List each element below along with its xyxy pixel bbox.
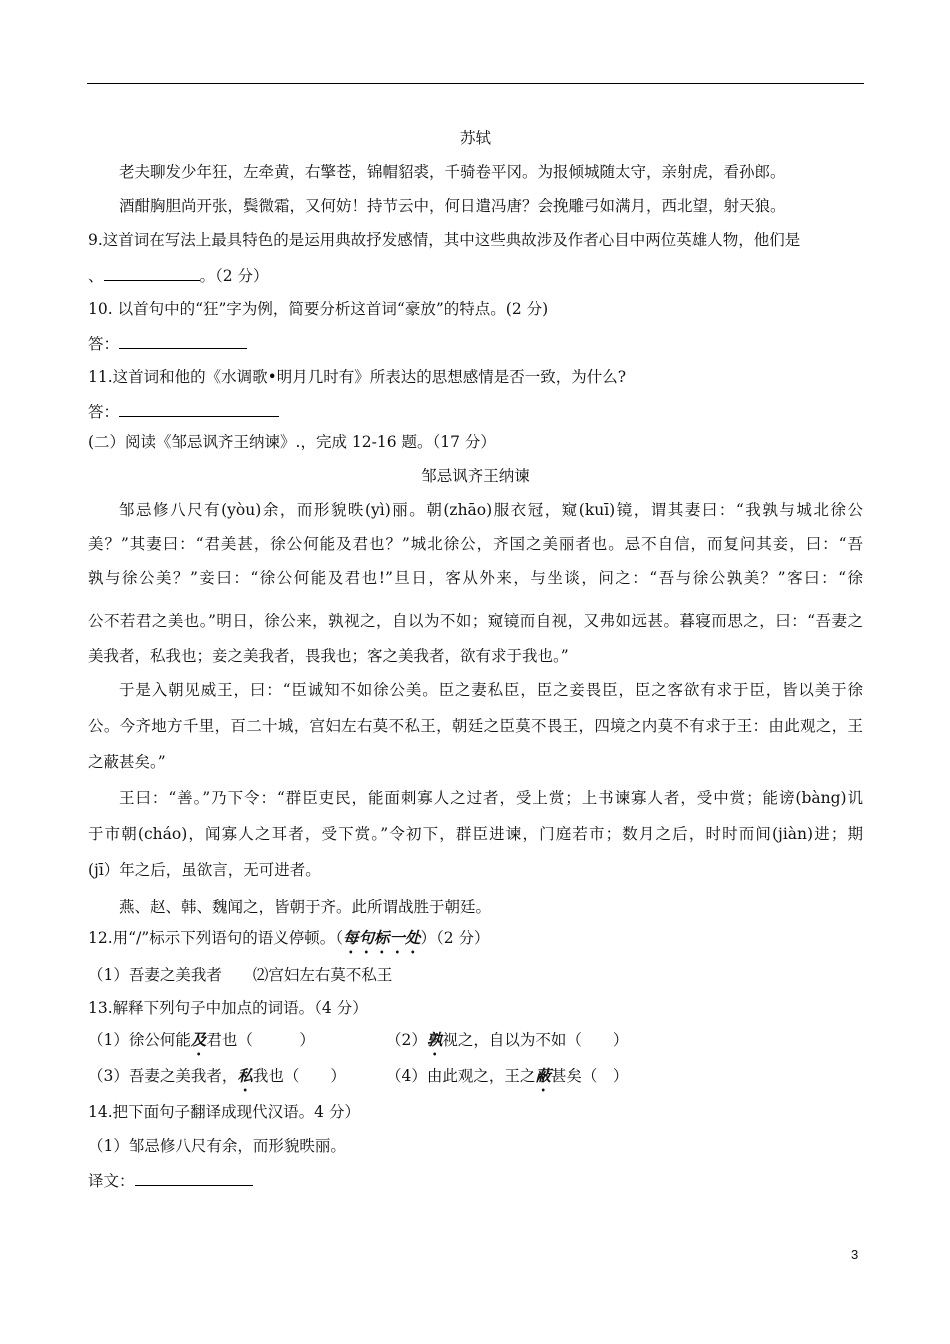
passage-line: 公不若君之美也。”明日，徐公来，孰视之，自以为不如；窥镜而自视，又弗如远甚。暮寝而思之，曰：“吾妻之 xyxy=(88,612,863,630)
q9-suffix: 。（2 分） xyxy=(199,267,269,285)
question-14-item-1: （1）邹忌修八尺有余，而形貌昳丽。 xyxy=(88,1137,346,1155)
answer-label: 译文： xyxy=(88,1172,135,1190)
header-rule xyxy=(87,83,864,84)
question-10-answer xyxy=(88,333,863,354)
q13-item-text: 君也（ ） xyxy=(206,1031,315,1049)
q13-dotted-word: 孰 xyxy=(426,1030,443,1049)
question-11-answer xyxy=(88,401,863,422)
poem-line-2: 酒酣胸胆尚开张，鬓微霜，又何妨！持节云中，何日遣冯唐？会挽雕弓如满月，西北望，射天狼。 xyxy=(119,197,786,215)
question-9-answer-line xyxy=(88,265,863,286)
q12-text: 12.用“/”标示下列语句的语义停顿。（ xyxy=(88,929,343,947)
poem-author: 苏轼 xyxy=(459,129,491,147)
answer-blank[interactable] xyxy=(119,401,279,417)
passage-title: 邹忌讽齐王纳谏 xyxy=(421,467,530,485)
passage-line: 公。今齐地方千里，百二十城，宫妇左右莫不私王，朝廷之臣莫不畏王，四境之内莫不有求于王：由此观之，王 xyxy=(88,717,863,735)
passage-line: 邹忌修八尺有(yòu)余，而形貌昳(yì)丽。朝(zhāo)服衣冠，窥(kuī)镜，谓其妻曰：“我孰与城北徐公 xyxy=(119,501,863,519)
q9-prefix: 、 xyxy=(88,267,104,285)
answer-blank[interactable] xyxy=(119,333,247,349)
passage-line: 王曰：“善。”乃下令：“群臣吏民，能面刺寡人之过者，受上赏；上书谏寡人者，受中赏；能谤(bàng)讥 xyxy=(119,789,863,807)
q13-item-text: （4）由此观之，王之 xyxy=(386,1067,536,1085)
question-13: 13.解释下列句子中加点的词语。（4 分） xyxy=(88,999,368,1017)
q13-item-text: （1）徐公何能 xyxy=(88,1031,191,1049)
q12-emphasis: 每句标一处 xyxy=(342,928,421,947)
question-14: 14.把下面句子翻译成现代汉语。4 分） xyxy=(88,1103,360,1121)
q13-item-text: 我也（ ） xyxy=(252,1067,346,1085)
q13-dotted-word: 及 xyxy=(190,1030,207,1049)
section-2-heading: (二）阅读《邹忌讽齐王纳谏》.，完成 12-16 题。（17 分） xyxy=(88,433,496,451)
question-12 xyxy=(88,928,863,957)
answer-label: 答： xyxy=(88,403,120,421)
q9-blank[interactable] xyxy=(104,265,200,281)
question-10: 10. 以首句中的“狂”字为例，简要分析这首词“豪放”的特点。(2 分) xyxy=(88,300,549,318)
question-12-items: （1）吾妻之美我者 ⑵宫妇左右莫不私王 xyxy=(88,966,393,984)
answer-label: 答： xyxy=(88,335,120,353)
question-9: 9.这首词在写法上最具特色的是运用典故抒发感情，其中这些典故涉及作者心目中两位英雄人物，他们是 xyxy=(88,231,801,249)
q13-item-text: （2） xyxy=(386,1031,427,1049)
passage-line: 之蔽甚矣。” xyxy=(88,753,166,771)
passage-line: (jī）年之后，虽欲言，无可进者。 xyxy=(88,861,321,879)
page-number: 3 xyxy=(851,1247,859,1262)
question-13-item-2 xyxy=(386,1030,856,1059)
passage-line: 美我者，私我也；妾之美我者，畏我也；客之美我者，欲有求于我也。” xyxy=(88,647,569,665)
q13-item-text: （3）吾妻之美我者， xyxy=(88,1067,238,1085)
passage-line: 孰与徐公美？”妾曰：“徐公何能及君也!”旦日，客从外来，与坐谈，问之：“吾与徐公孰美？”客曰：“徐 xyxy=(88,569,863,587)
answer-blank[interactable] xyxy=(135,1170,253,1186)
q13-item-text: 视之，自以为不如（ ） xyxy=(442,1031,629,1049)
poem-line-1: 老夫聊发少年狂，左牵黄，右擎苍，锦帽貂裘，千骑卷平冈。为报倾城随太守，亲射虎，看孙郎。 xyxy=(119,163,786,181)
passage-line: 于市朝(cháo)，闻寡人之耳者，受下赏。”令初下，群臣进谏，门庭若市；数月之后，时时而间(jiàn)进；期 xyxy=(88,825,863,843)
q13-dotted-word: 蔽 xyxy=(535,1066,551,1085)
q13-item-text: 甚矣（ ） xyxy=(550,1067,629,1085)
passage-line: 于是入朝见威王，曰：“臣诚知不如徐公美。臣之妻私臣，臣之妾畏臣，臣之客欲有求于臣，皆以美于徐 xyxy=(119,681,863,699)
question-13-item-4 xyxy=(386,1066,856,1095)
q12-text-after: ）（2 分） xyxy=(420,929,490,947)
passage-line: 美？”其妻曰：“君美甚，徐公何能及君也？”城北徐公，齐国之美丽者也。忌不自信，而复问其妾，曰：“吾 xyxy=(88,535,863,553)
passage-line: 燕、赵、韩、魏闻之，皆朝于齐。此所谓战胜于朝廷。 xyxy=(119,898,492,916)
question-11: 11.这首词和他的《水调歌•明月几时有》所表达的思想感情是否一致，为什么? xyxy=(88,368,627,386)
question-14-answer xyxy=(88,1170,863,1191)
q13-dotted-word: 私 xyxy=(237,1066,253,1085)
